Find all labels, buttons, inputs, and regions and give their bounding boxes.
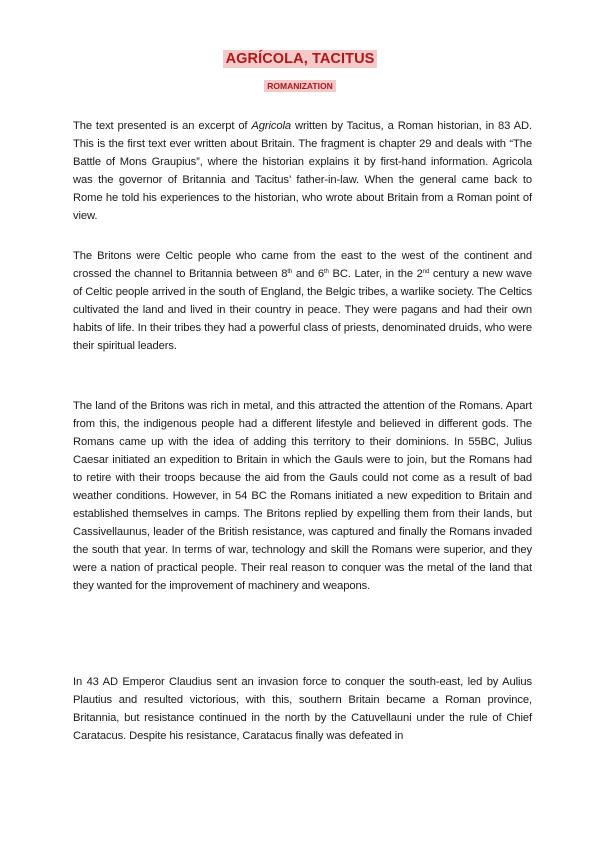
ordinal-superscript: nd — [422, 269, 430, 275]
paragraph-britons — [73, 247, 532, 355]
paragraph-text: The text presented is an excerpt of — [73, 120, 252, 132]
ordinal-superscript: th — [323, 269, 329, 275]
paragraph-text: written by Tacitus, a Roman historian, in 83 AD. This is the first text ever written about Britain. The fragment is chapter 29 and deals with “The Battle of Mons Graupius”, where the historian explains it by first-hand information. Agricola was the governor of Britannia and Tacitus’ father-in-law. When the general came back to Rome he told his experiences to the historian, who wrote about Britain from a Roman point of view. — [73, 120, 532, 222]
document-title: AGRÍCOLA, TACITUS — [223, 50, 378, 68]
paragraph-roman-conquest: The land of the Britons was rich in metal, and this attracted the attention of the Romans. Apart from this, the indigenous people had a different lifestyle and believed in different gods. The Romans came up with the idea of adding this territory to their dominions. In 55BC, Julius Caesar initiated an expedition to Britain in which the Gauls were to join, but the Romans had to retire with their troops because the aid from the Gauls could not come as a result of bad weather conditions. However, in 54 BC the Romans initiated a new expedition to Britain and established themselves in camps. The Britons replied by expelling them from their lands, but Cassivellaunus, leader of the British resistance, was captured and finally the Romans invaded the south that year. In terms of war, technology and skill the Romans were superior, and they were a nation of practical people. Their real reason to conquer was the metal of the land that they wanted for the improvement of machinery and weapons. — [73, 400, 532, 592]
paragraph-text: and 6 — [292, 268, 324, 280]
book-title-italic: Agricola — [251, 120, 292, 132]
ordinal-superscript: th — [287, 269, 293, 275]
subtitle-block — [0, 76, 600, 94]
paragraph-text: The Britons were Celtic people who came from the east to the west of the continent and crossed the channel to Britannia between 8 — [73, 250, 532, 280]
document-subtitle: ROMANIZATION — [264, 80, 335, 92]
paragraph-text: BC. Later, in the 2 — [328, 268, 423, 280]
paragraph-text: century a new wave of Celtic people arrived in the south of England, the Belgic tribes, a warlike society. The Celtics cultivated the land and lived in their country in peace. They were pagans and had their own habits of life. In their tribes they had a powerful class of priests, denominated druids, who were their spiritual leaders. — [73, 268, 532, 352]
paragraph-claudius: In 43 AD Emperor Claudius sent an invasion force to conquer the south-east, led by Aulius Plautius and resulted victorious, with this, southern Britain became a Roman province, Britannia, but resistance continued in the north by the Catuvellauni under the rule of Chief Caratacus. Despite his resistance, Caratacus finally was defeated in — [73, 676, 532, 742]
paragraph-introduction — [73, 117, 532, 225]
title-block — [0, 50, 600, 68]
